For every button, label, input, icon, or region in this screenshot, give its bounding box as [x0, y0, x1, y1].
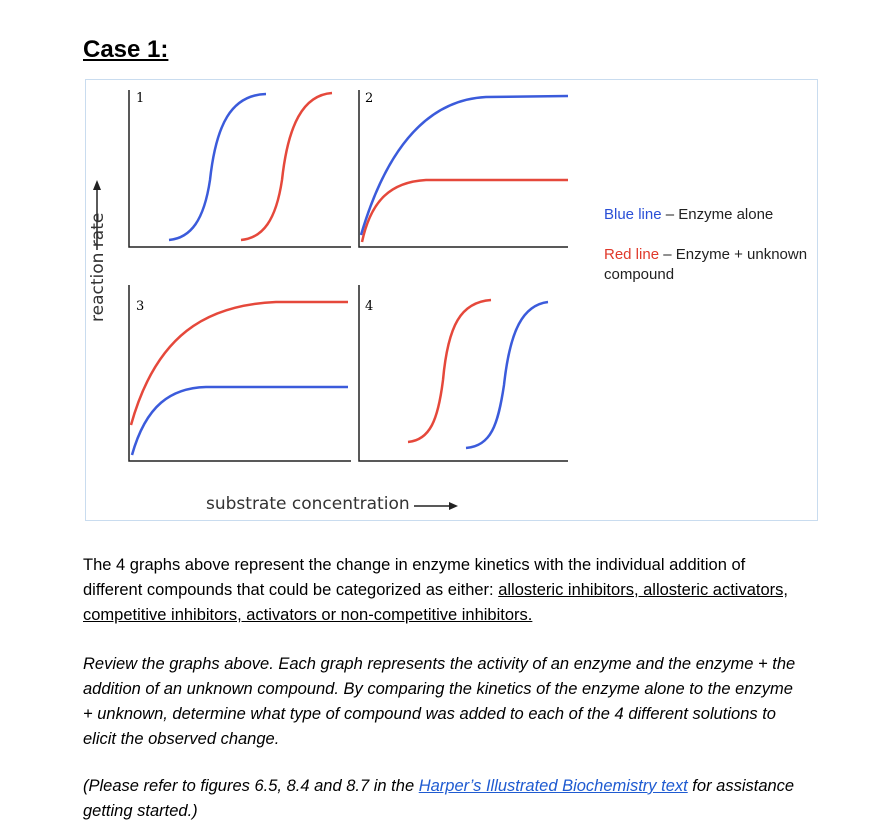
panel-3-number: 3 — [136, 299, 145, 314]
legend-blue-text: – Enzyme alone — [661, 206, 774, 223]
legend-red — [604, 245, 824, 285]
panel-1 — [129, 90, 351, 247]
panel-1-red-curve — [241, 93, 332, 240]
panel-2-number: 2 — [365, 91, 374, 106]
intro-text: The 4 graphs above represent the change in enzyme kinetics with the individual addition of different compounds that could be categorized as either: — [83, 556, 746, 599]
x-axis-label: substrate concentration — [206, 494, 410, 514]
panel-2-red-curve — [362, 180, 568, 242]
panel-4 — [359, 285, 568, 461]
reference-paragraph — [83, 774, 803, 824]
y-axis-label: reaction rate — [88, 212, 108, 322]
panel-3-red-curve — [131, 302, 348, 425]
panel-1-number: 1 — [136, 91, 145, 106]
panel-4-blue-curve — [466, 302, 548, 448]
panel-4-red-curve — [408, 300, 491, 442]
compound-categories: allosteric inhibitors, allosteric activators, competitive inhibitors, activators or non-competitive inhibitors. — [83, 581, 788, 624]
panel-3-blue-curve — [132, 387, 348, 455]
intro-paragraph — [83, 553, 803, 628]
instructions-paragraph: Review the graphs above. Each graph represents the activity of an enzyme and the enzyme + the addition of an unknown compound. By comparing the kinetics of the enzyme alone to the enzyme + unknown, determine what type of compound was added to each of the 4 different solutions to elicit the observed change. — [83, 655, 796, 748]
legend-red-key: Red line — [604, 246, 660, 263]
legend-red-text: – Enzyme + unknown compound — [604, 246, 808, 283]
panel-3 — [129, 285, 351, 461]
kinetics-figure — [85, 79, 818, 521]
legend-blue-key: Blue line — [604, 206, 662, 223]
legend-blue — [604, 205, 824, 225]
case-heading: Case 1: — [83, 36, 169, 63]
y-axis-arrow-head — [93, 180, 101, 190]
reference-after: for assistance getting started.) — [83, 777, 795, 820]
legend — [604, 205, 824, 305]
panel-2-blue-curve — [361, 96, 568, 235]
reference-before: (Please refer to figures 6.5, 8.4 and 8.7 in the — [83, 777, 419, 795]
harpers-text-link[interactable]: Harper’s Illustrated Biochemistry text — [418, 777, 688, 795]
x-axis-arrow-head — [449, 502, 458, 510]
panel-4-number: 4 — [365, 299, 374, 314]
panel-2 — [359, 90, 568, 247]
panel-1-blue-curve — [169, 94, 266, 240]
